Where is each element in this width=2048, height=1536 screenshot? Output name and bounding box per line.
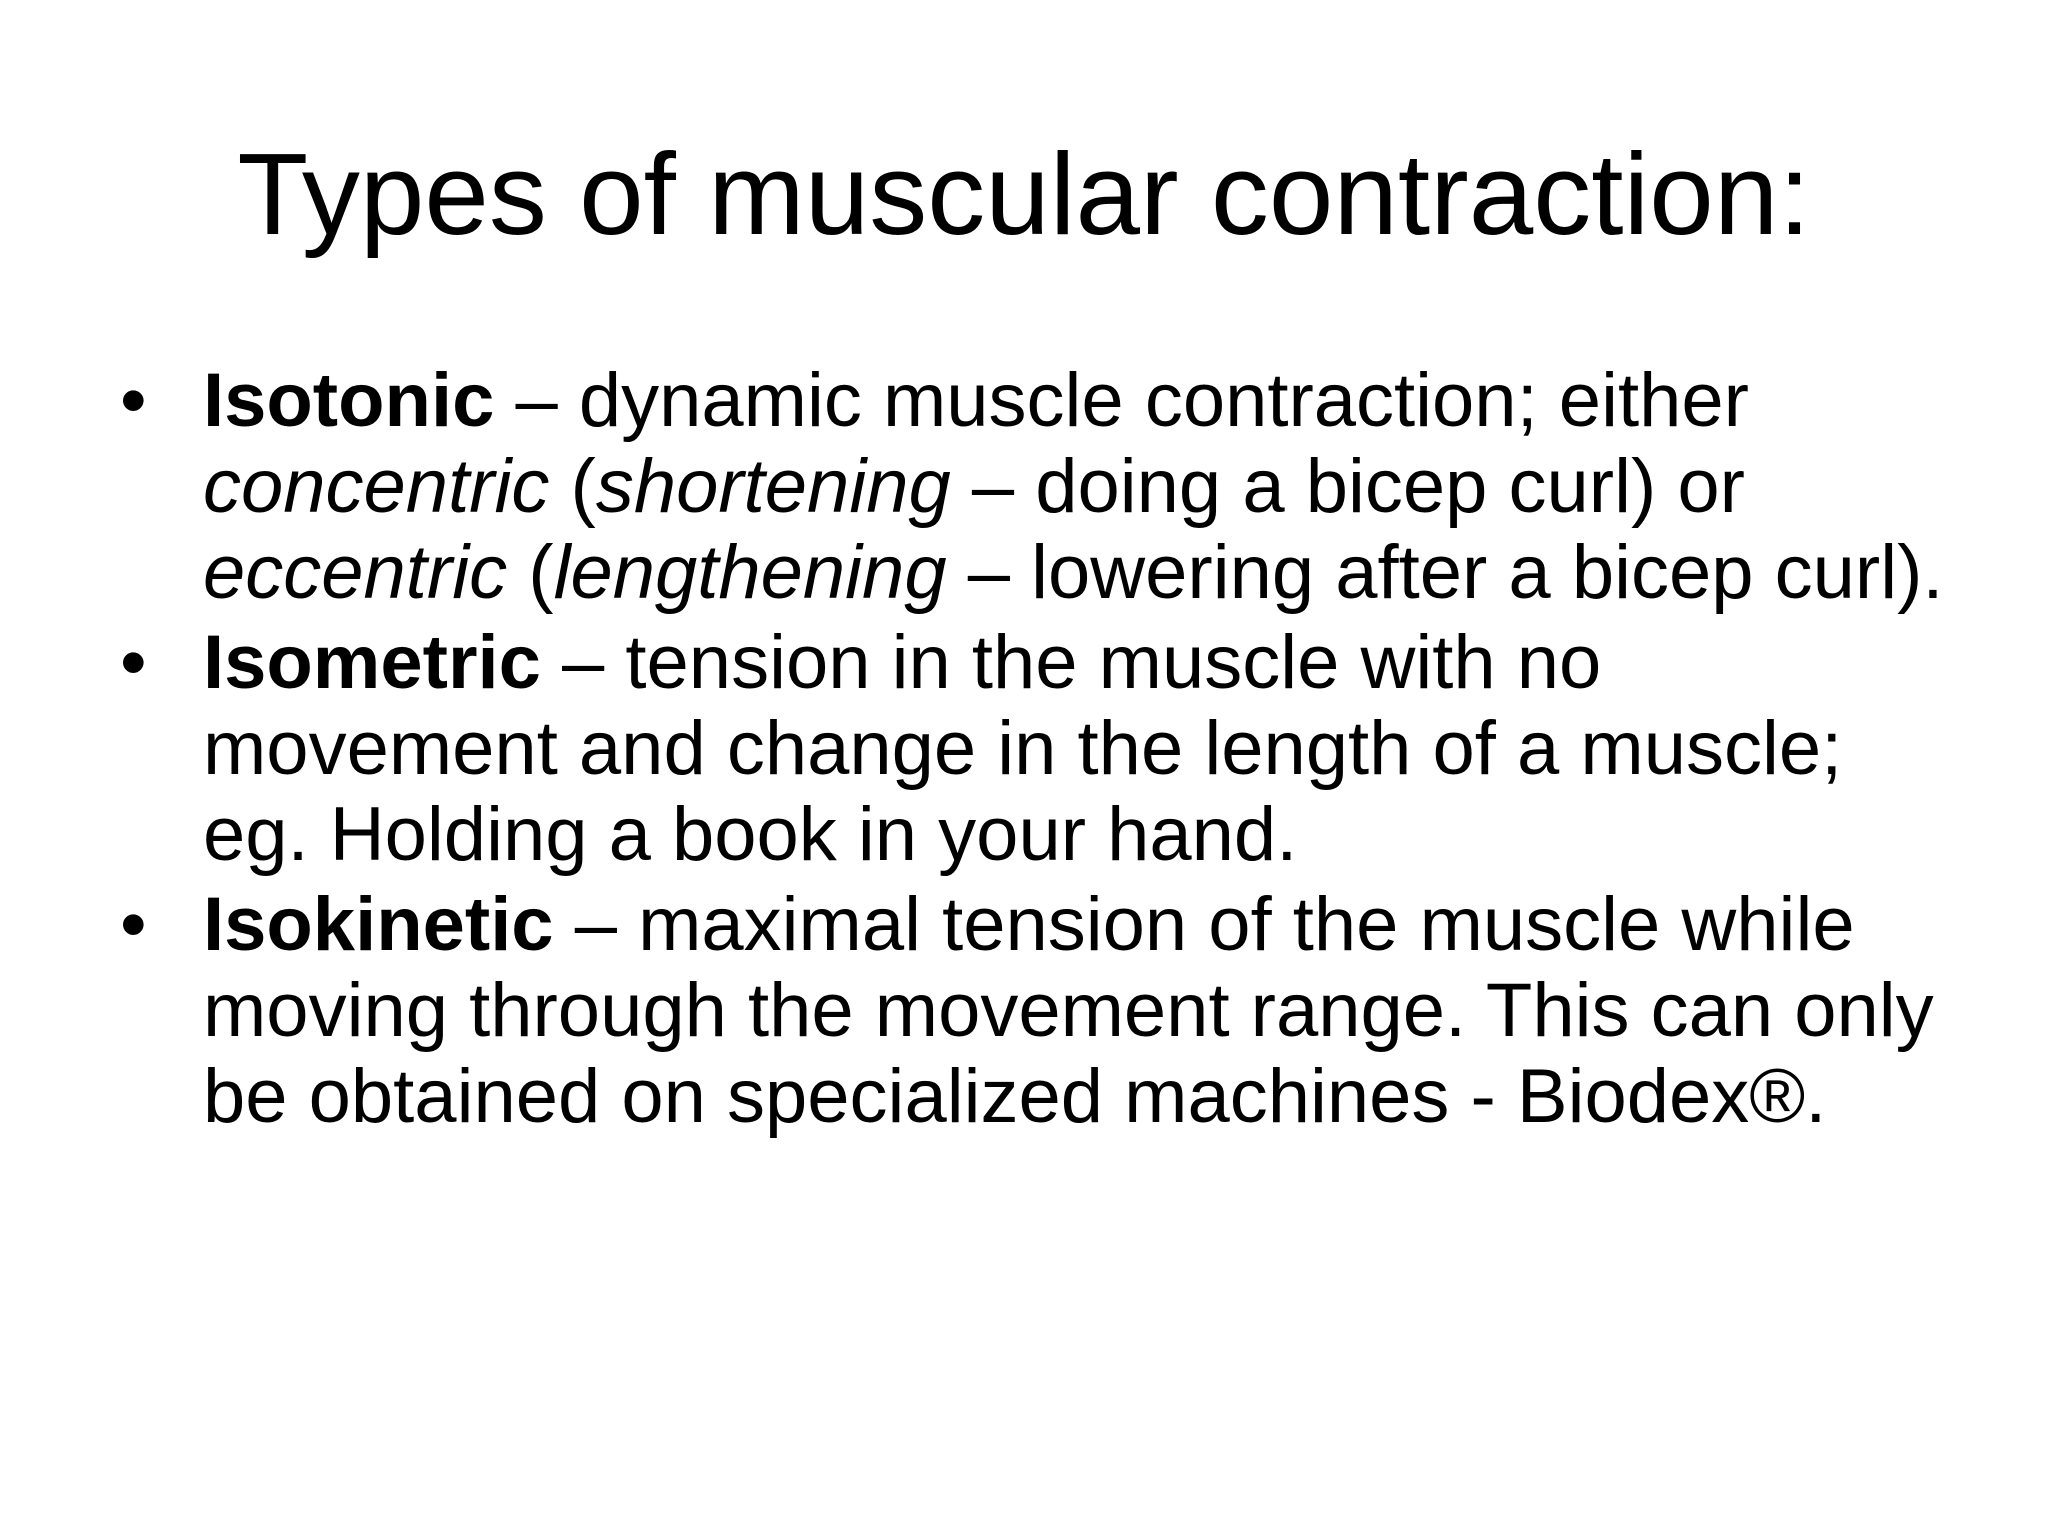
isotonic-text-1: – dynamic muscle contraction; either [494,358,1749,443]
isotonic-eccentric: eccentric [203,530,508,615]
isotonic-concentric: concentric [203,444,550,529]
bullet-isotonic [120,358,1950,616]
slide-title: Types of muscular contraction: [237,129,1811,259]
term-isometric: Isometric [203,620,541,705]
isometric-text: – tension in the muscle with no movement and change in the length of a muscle; eg. Holding a book in your hand. [203,620,1843,877]
bullet-list [120,358,1950,1144]
bullet-dot-icon: • [120,358,147,443]
bullet-dot-icon: • [120,620,147,705]
isotonic-text-2: ( [549,444,596,529]
isotonic-text-4: ( [507,530,554,615]
bullet-dot-icon: • [120,882,147,967]
isokinetic-text: – maximal tension of the muscle while moving through the movement range. This can only be obtained on specialized machines - Biodex®. [203,882,1934,1139]
isotonic-shortening: shortening [595,444,951,529]
isotonic-text-3: – doing a bicep curl) or [950,444,1745,529]
isotonic-lengthening: lengthening [553,530,947,615]
term-isotonic: Isotonic [203,358,495,443]
bullet-isometric [120,620,1950,878]
term-isokinetic: Isokinetic [203,882,554,967]
bullet-isokinetic [120,882,1950,1140]
isotonic-text-5: – lowering after a bicep curl). [946,530,1944,615]
